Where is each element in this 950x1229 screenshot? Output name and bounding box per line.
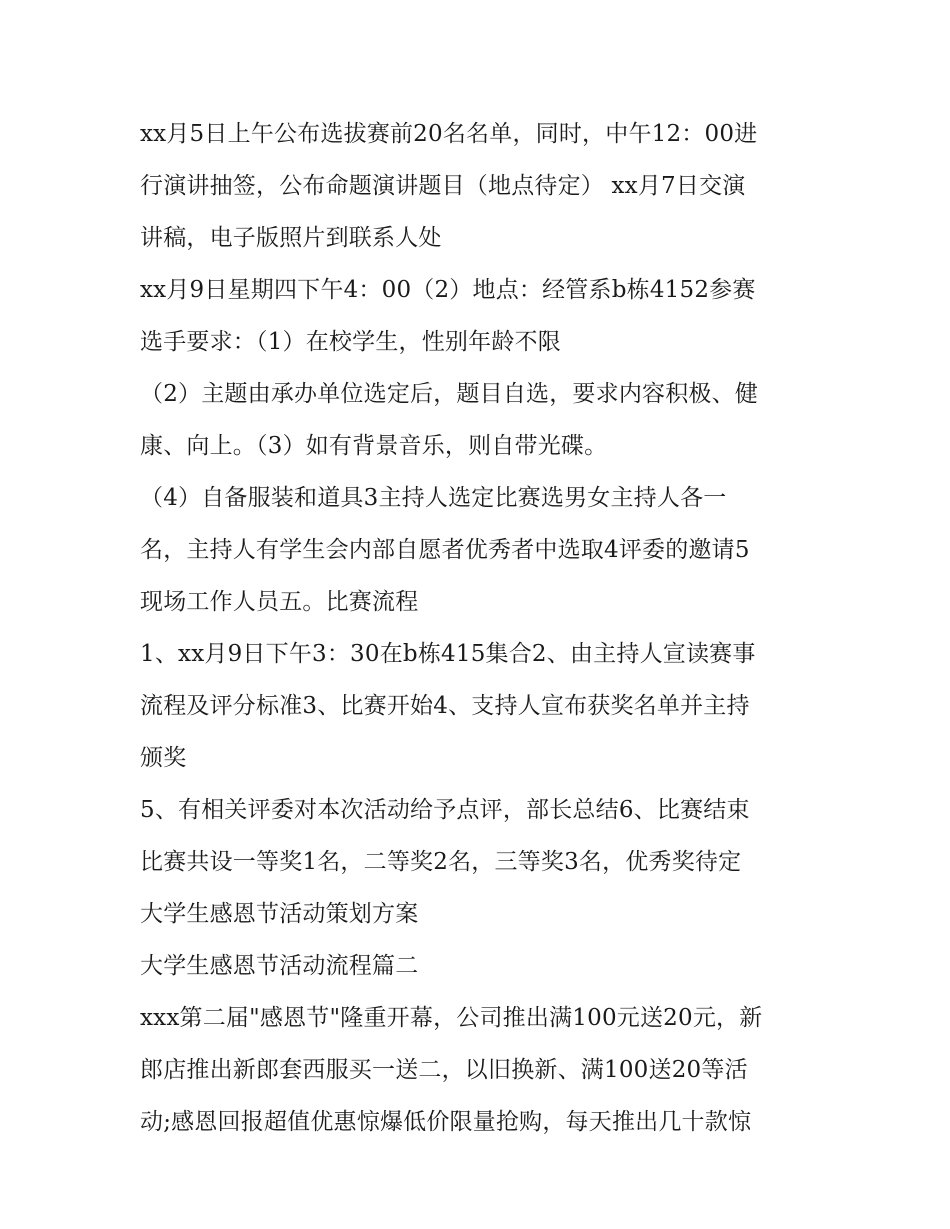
text-line: 5、有相关评委对本次活动给予点评，部长总结6、比赛结束	[140, 797, 750, 823]
text-line: （2）主题由承办单位选定后，题目自选，要求内容积极、健	[140, 381, 759, 407]
text-line: 1、xx月9日下午3：30在b栋415集合2、由主持人宣读赛事	[140, 641, 756, 667]
text-line: 颁奖	[140, 745, 187, 771]
document-body	[140, 108, 810, 1148]
text-line: 名，主持人有学生会内部自愿者优秀者中选取4评委的邀请5	[140, 537, 750, 563]
section-heading: 大学生感恩节活动流程篇二	[140, 953, 419, 979]
text-line: 康、向上。（3）如有背景音乐，则自带光碟。	[140, 433, 608, 459]
text-line: xx月9日星期四下午4：00（2）地点：经管系b栋4152参赛	[140, 277, 756, 303]
text-line: 现场工作人员五。比赛流程	[140, 589, 419, 615]
text-line: 郎店推出新郎套西服买一送二，以旧换新、满100送20等活	[140, 1057, 748, 1083]
text-line: 选手要求：（1）在校学生，性别年龄不限	[140, 329, 561, 355]
text-line: 比赛共设一等奖1名，二等奖2名，三等奖3名，优秀奖待定	[140, 849, 742, 875]
text-line: xxx第二届"感恩节"隆重开幕，公司推出满100元送20元，新	[140, 1005, 763, 1031]
text-line: 流程及评分标准3、比赛开始4、支持人宣布获奖名单并主持	[140, 693, 750, 719]
text-line: （4）自备服装和道具3主持人选定比赛选男女主持人各一	[140, 485, 727, 511]
text-line: 行演讲抽签，公布命题演讲题目（地点待定） xx月7日交演	[140, 173, 746, 199]
text-line: 讲稿，电子版照片到联系人处	[140, 225, 442, 251]
section-heading: 大学生感恩节活动策划方案	[140, 901, 419, 927]
text-line: 动;感恩回报超值优惠惊爆低价限量抢购，每天推出几十款惊	[140, 1109, 752, 1135]
text-line: xx月5日上午公布选拔赛前20名名单，同时，中午12：00进	[140, 121, 758, 147]
